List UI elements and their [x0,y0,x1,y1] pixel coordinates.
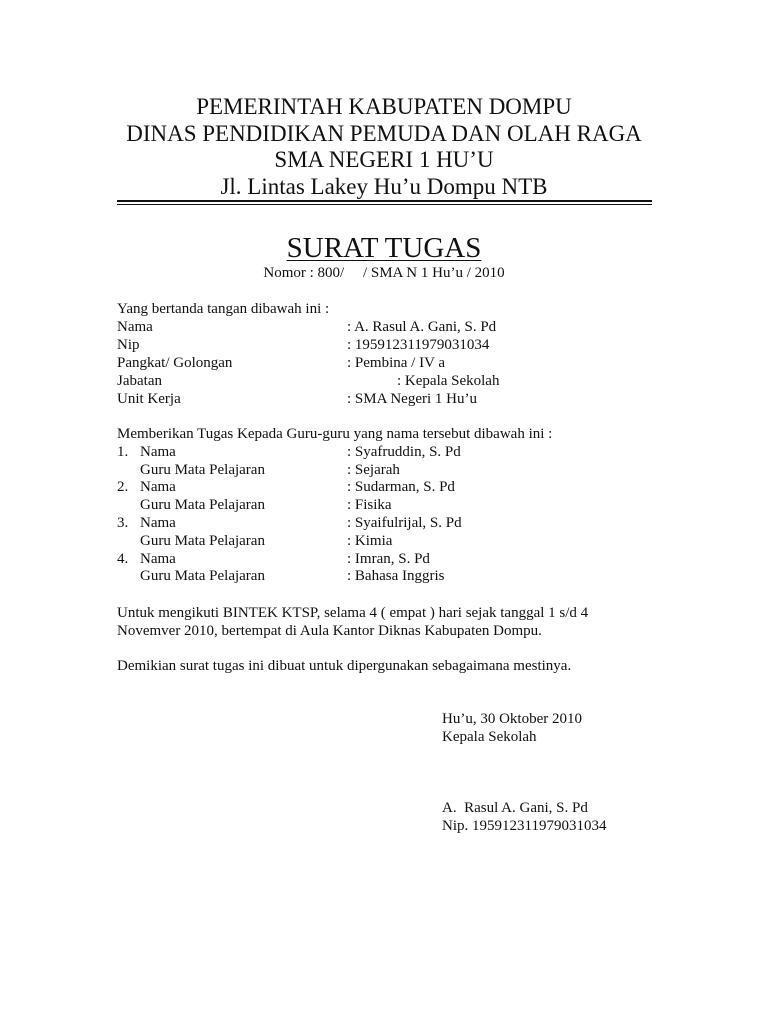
assignee-name-row [117,551,552,569]
signatory-label: Nama [117,319,153,335]
signatory-label: Pangkat/ Golongan [117,355,233,371]
signatory-intro: Yang bertanda tangan dibawah ini : [117,301,330,317]
assignee-subject-label: Guru Mata Pelajaran [140,461,265,478]
assignee-number-spacer [117,568,140,586]
assignee-name-label: Nama [140,443,176,460]
assignee-subject-label: Guru Mata Pelajaran [140,497,265,514]
signatory-row-nip [117,336,499,354]
assignee-number-spacer [117,462,140,480]
assignee-subject-row [117,497,552,515]
assignee-name-row [117,479,552,497]
closing-paragraph: Demikian surat tugas ini dibuat untuk dipergunakan sebagaimana mestinya. [117,658,572,674]
assignee-number: 3. [117,514,129,531]
signature-nip: Nip. 195912311979031034 [442,818,607,834]
assignee-subject: : Fisika [347,497,392,514]
assignee-name-label: Nama [140,514,176,531]
signatory-value: : 195912311979031034 [347,337,490,353]
assignee-number-spacer [117,533,140,551]
assignee-name: : Sudarman, S. Pd [347,479,455,496]
purpose-line: Untuk mengikuti BINTEK KTSP, selama 4 ( empat ) hari sejak tanggal 1 s/d 4 [117,605,589,621]
letterhead-school: SMA NEGERI 1 HU’U [274,147,494,173]
assignee-name: : Imran, S. Pd [347,550,430,567]
letter-title-text: SURAT TUGAS [286,232,482,264]
assignee-number-spacer [117,497,140,515]
assignees-section [117,426,552,586]
assignee-number: 2. [117,479,129,496]
signatory-label: Jabatan [117,373,162,389]
letter-number: Nomor : 800/ / SMA N 1 Hu’u / 2010 [263,265,505,281]
signatory-value: : Kepala Sekolah [397,373,500,389]
signature-name: A. Rasul A. Gani, S. Pd [442,800,588,816]
assignee-subject-row [117,568,552,586]
assignee-name: : Syafruddin, S. Pd [347,443,461,460]
signatory-label: Unit Kerja [117,391,181,407]
signature-block [442,710,582,746]
purpose-paragraph [117,604,588,640]
signature-name-block [442,799,606,835]
assignee-subject: : Kimia [347,532,393,549]
assignee-subject-label: Guru Mata Pelajaran [140,568,265,585]
letterhead-department: DINAS PENDIDIKAN PEMUDA DAN OLAH RAGA [126,120,642,146]
signature-place-date: Hu’u, 30 Oktober 2010 [442,711,582,727]
signature-position: Kepala Sekolah [442,729,537,745]
assignee-subject: : Sejarah [347,461,400,478]
assignee-name-label: Nama [140,479,176,496]
letterhead [0,94,768,201]
signatory-value: : Pembina / IV a [347,355,446,371]
letter-title [0,231,768,265]
assignee-number: 1. [117,443,129,460]
purpose-line: Novemver 2010, bertempat di Aula Kantor Diknas Kabupaten Dompu. [117,623,542,639]
assignee-name: : Syaifulrijal, S. Pd [347,514,462,531]
assignee-subject-row [117,462,552,480]
signatory-row-position [117,372,499,390]
letterhead-double-rule [117,200,652,205]
signatory-row-name [117,318,499,336]
assignee-name-row [117,444,552,462]
assignee-subject: : Bahasa Inggris [347,568,445,585]
signatory-section [117,300,499,408]
assignee-name-row [117,515,552,533]
assignees-intro: Memberikan Tugas Kepada Guru-guru yang nama tersebut dibawah ini : [117,426,553,442]
signatory-row-unit [117,390,499,408]
signatory-value: : A. Rasul A. Gani, S. Pd [347,319,497,335]
assignee-name-label: Nama [140,550,176,567]
assignee-subject-label: Guru Mata Pelajaran [140,532,265,549]
assignee-number: 4. [117,550,129,567]
signatory-value: : SMA Negeri 1 Hu’u [347,391,477,407]
letterhead-government: PEMERINTAH KABUPATEN DOMPU [196,94,572,119]
assignee-subject-row [117,533,552,551]
letterhead-address: Jl. Lintas Lakey Hu’u Dompu NTB [220,174,548,200]
signatory-label: Nip [117,337,140,353]
signatory-row-rank [117,354,499,372]
